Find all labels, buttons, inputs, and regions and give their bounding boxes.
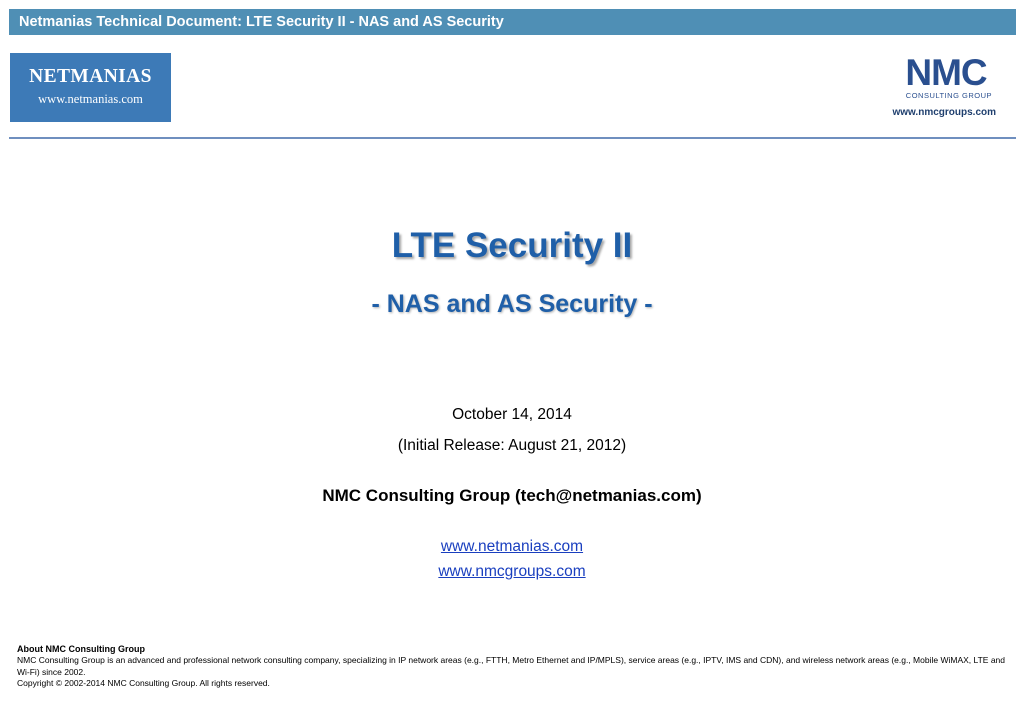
author-line: NMC Consulting Group (tech@netmanias.com) [322, 486, 702, 505]
copyright-text: Copyright © 2002-2014 NMC Consulting Group. All rights reserved. [17, 677, 270, 688]
nmc-header-url: www.nmcgroups.com [892, 107, 996, 118]
document-header-bar [9, 9, 1016, 35]
nmc-logo-letters: NMC [905, 52, 987, 93]
about-text: NMC Consulting Group is an advanced and professional network consulting company, specializing in IP network areas (e.g., FTTH, Metro Ethernet and IP/MPLS), service areas (e.g., IPTV, IMS and CDN), and wireless network areas (e.g., Mobile WiMAX, LTE and Wi-Fi) since 2002. [17, 655, 1006, 677]
page-subtitle: - NAS and AS Security - [371, 290, 653, 318]
netmanias-link[interactable]: www.netmanias.com [440, 538, 584, 555]
header-divider [9, 137, 1016, 139]
netmanias-logo-url: www.netmanias.com [38, 92, 143, 106]
document-date: October 14, 2014 [452, 406, 572, 423]
netmanias-logo [10, 53, 171, 122]
document-header-title: Netmanias Technical Document: LTE Security II - NAS and AS Security [19, 14, 504, 30]
initial-release-date: (Initial Release: August 21, 2012) [397, 437, 627, 454]
nmcgroups-link-row [0, 563, 1024, 581]
about-section [17, 644, 1007, 689]
netmanias-link-row [0, 538, 1024, 556]
nmc-logo-subtitle: CONSULTING GROUP [905, 91, 992, 100]
about-title: About NMC Consulting Group [17, 644, 145, 654]
page-title: LTE Security II [391, 226, 633, 265]
nmc-logo [900, 52, 992, 100]
netmanias-logo-name: NETMANIAS [29, 66, 152, 87]
nmcgroups-link[interactable]: www.nmcgroups.com [438, 563, 586, 580]
